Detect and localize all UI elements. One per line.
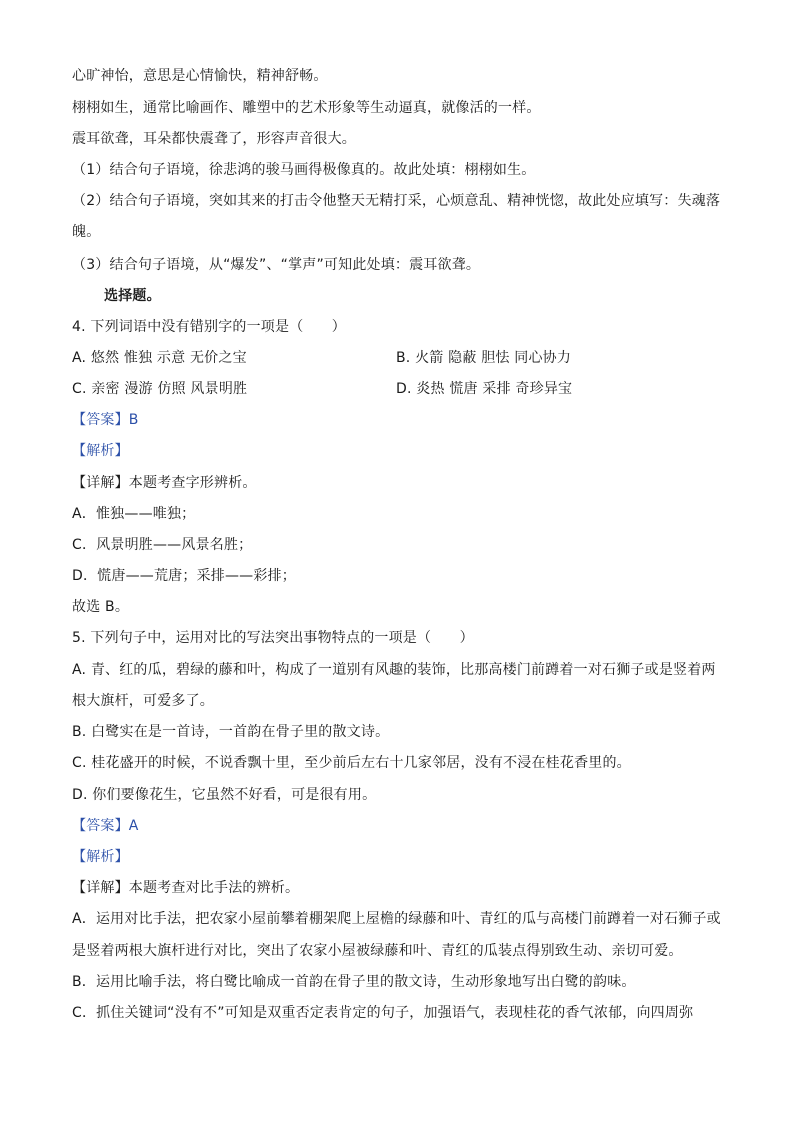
detail-line: A．惟独——唯独； [72, 506, 196, 522]
text-line: 栩栩如生，通常比喻画作、雕塑中的艺术形象等生动逼真，就像活的一样。 [72, 100, 541, 116]
option-4c: C. 亲密 漫游 仿照 风景明胜 [72, 381, 248, 397]
answer-4: 【答案】B [72, 412, 139, 428]
text-line: （3）结合句子语境，从“爆发”、“掌声”可知此处填：震耳欲聋。 [72, 257, 481, 273]
detail-line: D．慌唐——荒唐；采排——彩排； [72, 568, 296, 584]
text-line: 心旷神怡，意思是心情愉快，精神舒畅。 [72, 68, 328, 84]
section-heading: 选择题。 [104, 288, 161, 304]
question-5: 5. 下列句子中，运用对比的写法突出事物特点的一项是（ ） [72, 630, 474, 646]
option-5a: A. 青、红的瓜，碧绿的藤和叶，构成了一道别有风趣的装饰，比那高楼门前蹲着一对石狮子或是竖着两 [72, 662, 716, 678]
text-line: （2）结合句子语境，突如其来的打击令他整天无精打采，心烦意乱、精神恍惚，故此处应填写：失魂落 [72, 193, 721, 209]
detail-5: 【详解】本题考查对比手法的辨析。 [72, 880, 300, 896]
detail-line: 是竖着两根大旗杆进行对比，突出了农家小屋被绿藤和叶、青红的瓜装点得别致生动、亲切可爱。 [72, 943, 683, 959]
option-4b: B. 火箭 隐蔽 胆怯 同心协力 [396, 350, 572, 366]
option-4a: A. 悠然 惟独 示意 无价之宝 [72, 350, 247, 366]
option-5a-cont: 根大旗杆，可爱多了。 [72, 693, 214, 709]
text-line: 魄。 [72, 224, 101, 240]
text-line: 震耳欲聋，耳朵都快震聋了，形容声音很大。 [72, 131, 356, 147]
question-4: 4. 下列词语中没有错别字的一项是（ ） [72, 319, 347, 335]
option-5b: B. 白鹭实在是一首诗，一首韵在骨子里的散文诗。 [72, 724, 390, 740]
option-5d: D. 你们要像花生，它虽然不好看，可是很有用。 [72, 787, 377, 803]
analysis-label-5: 【解析】 [72, 849, 129, 865]
detail-line: 故选 B。 [72, 599, 130, 615]
analysis-label-4: 【解析】 [72, 443, 129, 459]
detail-line: A．运用对比手法，把农家小屋前攀着棚架爬上屋檐的绿藤和叶、青红的瓜与高楼门前蹲着一对石狮子或 [72, 911, 721, 927]
detail-line: C．风景明胜——风景名胜； [72, 537, 253, 553]
detail-line: C．抓住关键词“没有不”可知是双重否定表肯定的句子，加强语气，表现桂花的香气浓郁，向四周弥 [72, 1005, 694, 1021]
option-5c: C. 桂花盛开的时候，不说香飘十里，至少前后左右十几家邻居，没有不浸在桂花香里的。 [72, 755, 631, 771]
answer-5: 【答案】A [72, 818, 139, 834]
option-4d: D. 炎热 慌唐 采排 奇珍异宝 [396, 381, 573, 397]
detail-line: B．运用比喻手法，将白鹭比喻成一首韵在骨子里的散文诗，生动形象地写出白鹭的韵味。 [72, 974, 636, 990]
text-line: （1）结合句子语境，徐悲鸿的骏马画得极像真的。故此处填：栩栩如生。 [72, 162, 536, 178]
detail-4: 【详解】本题考查字形辨析。 [72, 475, 257, 491]
